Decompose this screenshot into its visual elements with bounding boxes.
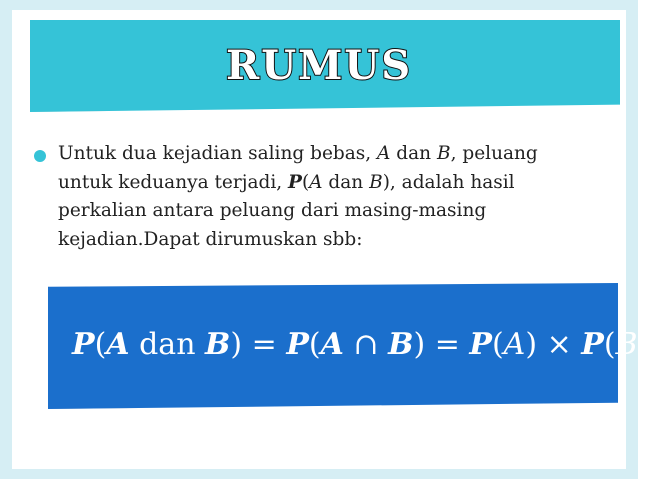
slide-frame-left — [0, 0, 12, 479]
slide-frame-bottom — [0, 469, 638, 479]
bullet-dot-icon — [34, 150, 46, 162]
formula-times: ) × — [525, 327, 582, 362]
formula-intersection: ∩ — [343, 327, 389, 362]
formula-var-a: A — [320, 327, 344, 362]
formula-var-b: B — [388, 327, 414, 362]
bullet-text-part: Untuk dua kejadian saling bebas, — [58, 143, 378, 164]
probability-formula — [72, 327, 649, 362]
bullet-text-part: , peluang untuk keduanya terjadi, — [58, 143, 538, 193]
bullet-var-b: B — [436, 143, 451, 164]
formula-var-a: A — [503, 327, 526, 362]
formula-equals: ) = — [413, 327, 470, 362]
formula-paren: ( — [491, 327, 504, 362]
formula-paren: ( — [308, 327, 321, 362]
formula-p: P — [72, 327, 95, 362]
formula-p: P — [581, 327, 604, 362]
bullet-text-part: ( — [301, 171, 310, 193]
formula-var-a: A — [106, 327, 130, 362]
slide-frame-right — [626, 0, 638, 479]
formula-var-b: B — [205, 327, 231, 362]
formula-var-b: B — [615, 327, 638, 362]
bullet-text-part: dan — [322, 171, 370, 193]
bullet-var-a: A — [309, 171, 323, 193]
formula-paren: ) — [637, 327, 649, 362]
formula-text-dan: dan — [129, 327, 206, 362]
formula-paren: ( — [603, 327, 616, 362]
bullet-var-b: B — [369, 171, 383, 193]
bullet-text-part: dan — [390, 143, 437, 164]
formula-p: P — [286, 327, 309, 362]
bullet-text-part: ), adalah hasil perkalian antara peluang dari masing-masing kejadian.Dapat dirumuskan sbb: — [58, 171, 515, 250]
formula-p: P — [469, 327, 492, 362]
formula-equals: ) = — [230, 327, 287, 362]
bullet-var-a: A — [377, 143, 391, 164]
slide-title: RUMUS — [226, 42, 413, 89]
bullet-prob-p: P — [288, 171, 302, 193]
bullet-text — [58, 140, 588, 254]
slide-frame-top — [0, 0, 638, 10]
formula-paren: ( — [94, 327, 107, 362]
